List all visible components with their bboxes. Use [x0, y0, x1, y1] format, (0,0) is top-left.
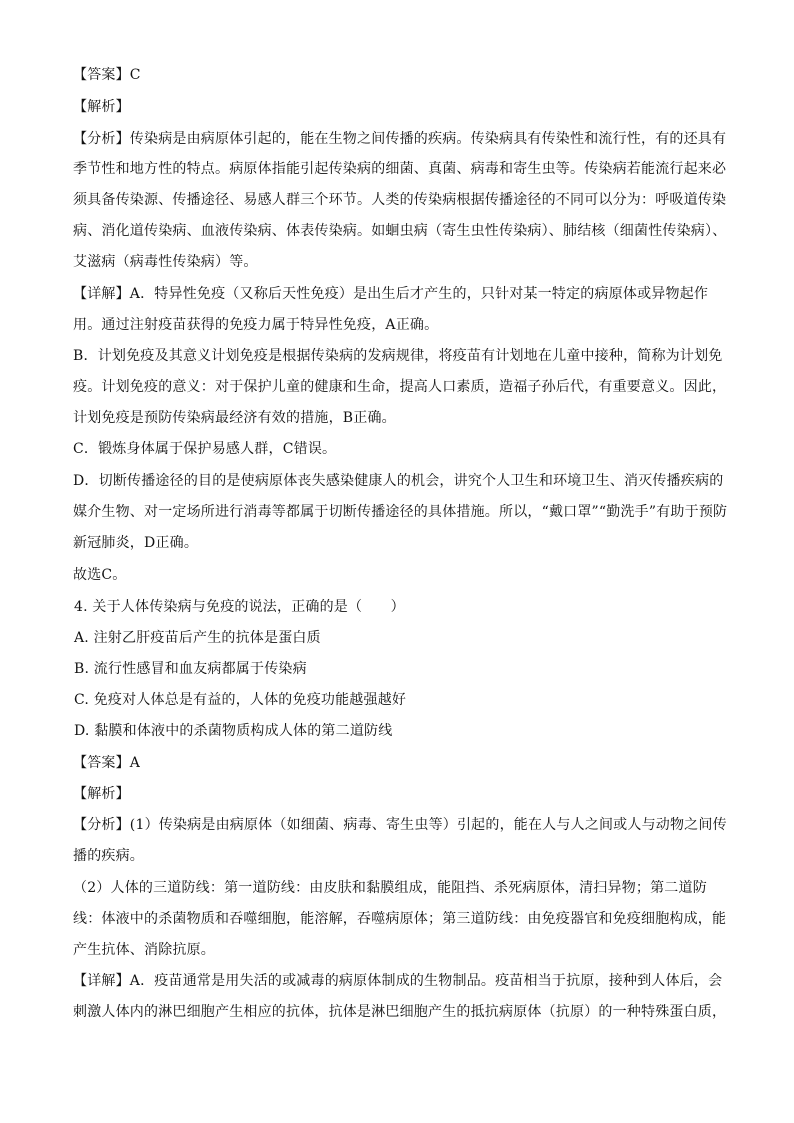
analysis-label: 【解析】 — [73, 99, 130, 115]
text-line: 【分析】传染病是由病原体引起的，能在生物之间传播的疾病。传染病具有传染性和流行性，有的还具有 — [73, 131, 727, 147]
text-line: 计划免疫是预防传染病最经济有效的措施，B正确。 — [73, 410, 396, 426]
text-line: 【详解】A．疫苗通常是用失活的或减毒的病原体制成的生物制品。疫苗相当于抗原，接种到人体后，会 — [73, 973, 723, 989]
answer-label: 【答案】A — [73, 755, 141, 771]
text-line: 用。通过注射疫苗获得的免疫力属于特异性免疫，A正确。 — [73, 317, 439, 333]
text-line: （2）人体的三道防线：第一道防线：由皮肤和黏膜组成，能阻挡、杀死病原体，清扫异物；第二道防 — [73, 880, 707, 896]
text-line: 艾滋病（病毒性传染病）等。 — [73, 254, 258, 270]
answer-label: 【答案】C — [73, 67, 141, 83]
text-line: B．计划免疫及其意义计划免疫是根据传染病的发病规律，将疫苗有计划地在儿童中接种，简称为计划免 — [73, 348, 723, 364]
text-line: 【详解】A．特异性免疫（又称后天性免疫）是出生后才产生的，只针对某一特定的病原体或异物起作 — [73, 286, 709, 302]
text-line: 新冠肺炎，D正确。 — [73, 535, 199, 551]
option-a: A. 注射乙肝疫苗后产生的抗体是蛋白质 — [74, 630, 321, 646]
text-line: 须具备传染源、传播途径、易感人群三个环节。人类的传染病根据传播途径的不同可以分为：呼吸道传染 — [73, 192, 727, 208]
option-c: C. 免疫对人体总是有益的，人体的免疫功能越强越好 — [74, 692, 407, 708]
text-line: 线：体液中的杀菌物质和吞噬细胞，能溶解，吞噬病原体；第三道防线：由免疫器官和免疫细胞构成，能 — [73, 911, 727, 927]
text-line: 播的疾病。 — [73, 848, 144, 864]
option-d: D. 黏膜和体液中的杀菌物质构成人体的第二道防线 — [74, 723, 393, 739]
text-line: 产生抗体、消除抗原。 — [73, 942, 215, 958]
text-line: C．锻炼身体属于保护易感人群，C错误。 — [73, 441, 337, 457]
text-line: 刺激人体内的淋巴细胞产生相应的抗体，抗体是淋巴细胞产生的抵抗病原体（抗原）的一种特殊蛋白质， — [73, 1004, 727, 1020]
analysis-label: 【解析】 — [73, 786, 130, 802]
text-line: 病、消化道传染病、血液传染病、体表传染病。如蛔虫病（寄生虫性传染病）、肺结核（细菌性传染病）、 — [73, 223, 727, 239]
text-line: 季节性和地方性的特点。病原体指能引起传染病的细菌、真菌、病毒和寄生虫等。传染病若能流行起来必 — [73, 161, 727, 177]
text-line: 【分析】(1）传染病是由病原体（如细菌、病毒、寄生虫等）引起的，能在人与人之间或人与动物之间传 — [73, 817, 727, 833]
text-line: 媒介生物、对一定场所进行消毒等都属于切断传播途径的具体措施。所以，“戴口罩”“勤洗手”有助于预防 — [73, 504, 728, 520]
text-line: D．切断传播途径的目的是使病原体丧失感染健康人的机会，讲究个人卫生和环境卫生、消灭传播疾病的 — [73, 473, 724, 489]
text-line: 疫。计划免疫的意义：对于保护儿童的健康和生命，提高人口素质，造福子孙后代，有重要意义。因此， — [73, 379, 727, 395]
question-stem: 4. 关于人体传染病与免疫的说法，正确的是（ ） — [74, 599, 405, 615]
text-line: 故选C。 — [73, 567, 127, 583]
option-b: B. 流行性感冒和血友病都属于传染病 — [74, 661, 307, 677]
